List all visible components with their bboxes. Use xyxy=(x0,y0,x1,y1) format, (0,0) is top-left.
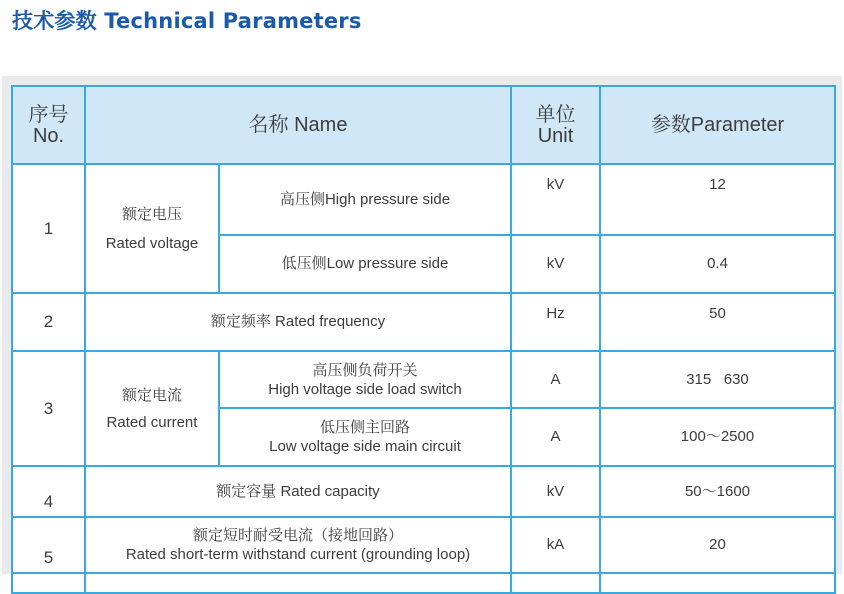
row-unit: kV xyxy=(511,466,600,517)
row-unit: Hz xyxy=(511,293,600,351)
row-number: 1 xyxy=(12,164,85,293)
row-number: 5 xyxy=(12,517,85,573)
row-value: 20 xyxy=(600,517,835,573)
row-number: 2 xyxy=(12,293,85,351)
row-name: 额定频率 Rated frequency xyxy=(85,293,511,351)
header-unit: 单位 Unit xyxy=(511,86,600,164)
table-row xyxy=(12,517,835,573)
row-unit: kV xyxy=(511,235,600,293)
row-name: 额定容量 Rated capacity xyxy=(85,466,511,517)
row-value: 50～1600 xyxy=(600,466,835,517)
row-value: 315 630 xyxy=(600,351,835,408)
row-value: 50 xyxy=(600,293,835,351)
parameters-table xyxy=(11,85,836,594)
row-unit: A xyxy=(511,408,600,466)
table-row xyxy=(12,293,835,351)
row-sub-name: 低压侧Low pressure side xyxy=(219,235,511,293)
row-unit: kA xyxy=(511,517,600,573)
header-parameter: 参数Parameter xyxy=(600,86,835,164)
row-value: 12 xyxy=(600,164,835,235)
row-sub-name: 高压侧High pressure side xyxy=(219,164,511,235)
row-number: 3 xyxy=(12,351,85,466)
header-no: 序号 No. xyxy=(12,86,85,164)
row-sub-name: 低压侧主回路 Low voltage side main circuit xyxy=(219,408,511,466)
row-group-name: 额定电压 Rated voltage xyxy=(85,164,219,293)
row-group-name: 额定电流 Rated current xyxy=(85,351,219,466)
row-name: 额定短时耐受电流（接地回路） Rated short-term withstand current (grounding loop) xyxy=(85,517,511,573)
row-value: 0.4 xyxy=(600,235,835,293)
row-unit: A xyxy=(511,351,600,408)
row-unit: kV xyxy=(511,164,600,235)
table-header-row xyxy=(12,86,835,164)
table-row xyxy=(12,466,835,517)
table-row xyxy=(12,164,835,235)
row-number: 4 xyxy=(12,466,85,517)
page-title: 技术参数 Technical Parameters xyxy=(12,9,362,33)
table-row-partial xyxy=(12,573,835,593)
row-value: 100～2500 xyxy=(600,408,835,466)
row-sub-name: 高压侧负荷开关 High voltage side load switch xyxy=(219,351,511,408)
table-row xyxy=(12,351,835,408)
header-name: 名称 Name xyxy=(85,86,511,164)
